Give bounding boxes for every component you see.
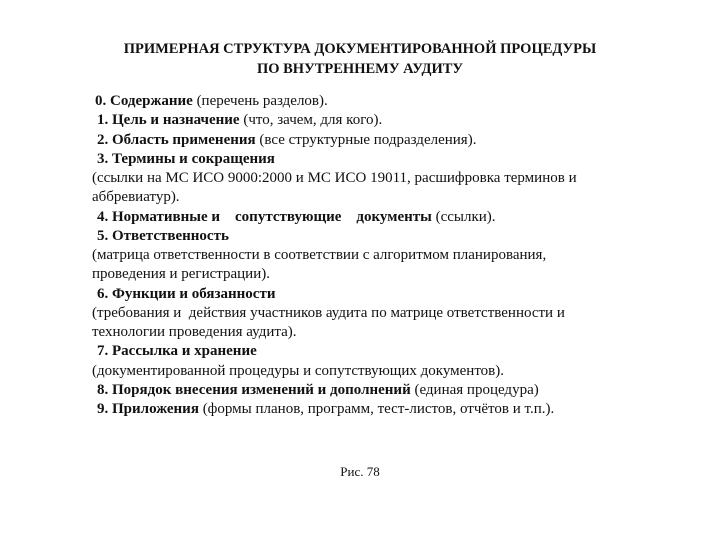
section-description-line: [92, 323, 652, 342]
section-title: 6. Функции и обязанности: [97, 285, 276, 302]
section-title: 0. Содержание: [95, 93, 193, 109]
section-text: (единая процедура): [410, 381, 539, 398]
section-heading-line: [92, 285, 652, 304]
document-title-line-2: ПО ВНУТРЕННЕМУ АУДИТУ: [256, 61, 464, 77]
section-description-line: [92, 304, 652, 323]
section-title: 1. Цель и назначение: [97, 112, 240, 129]
section-text: технологии проведения аудита).: [92, 324, 297, 340]
section-heading-line: [92, 227, 652, 246]
section-title: 5. Ответственность: [97, 227, 229, 244]
section-text: (что, зачем, для кого).: [239, 112, 383, 129]
document-title-line-1: ПРИМЕРНАЯ СТРУКТУРА ДОКУМЕНТИРОВАННОЙ ПРОЦЕДУРЫ: [123, 41, 597, 57]
section-description-line: [92, 188, 652, 207]
section-heading-line: [92, 381, 652, 400]
section-title: 8. Порядок внесения изменений и дополнений: [97, 381, 411, 398]
section-description-line: [92, 169, 652, 188]
figure-caption: Рис. 78: [340, 464, 380, 479]
section-title: 2. Область применения: [97, 131, 256, 148]
section-text: проведения и регистрации).: [92, 266, 270, 283]
section-heading-line: [92, 400, 652, 419]
section-text: (требования и действия участников аудита по матрице ответственности и: [92, 304, 565, 321]
section-text: аббревиатур).: [92, 189, 180, 206]
section-description-line: [92, 265, 652, 284]
section-text: (документированной процедуры и сопутствующих документов).: [92, 362, 505, 379]
section-heading-line: [92, 131, 652, 150]
section-heading-line: [92, 342, 652, 361]
section-text: (все структурные подразделения).: [255, 131, 477, 148]
section-title: 7. Рассылка и хранение: [97, 343, 257, 360]
section-text: (ссылки на МС ИСО 9000:2000 и МС ИСО 19011, расшифровка терминов и: [92, 170, 577, 186]
section-text: (формы планов, программ, тест-листов, отчётов и т.п.).: [198, 401, 555, 417]
section-description-line: [92, 362, 652, 381]
section-text: (матрица ответственности в соответствии с алгоритмом планирования,: [92, 247, 547, 263]
section-heading-line: [92, 92, 652, 111]
section-text: (перечень разделов).: [192, 93, 328, 109]
section-description-line: [92, 246, 652, 265]
section-title: 3. Термины и сокращения: [97, 150, 275, 167]
section-text: (ссылки).: [431, 208, 496, 225]
document-body: [92, 92, 652, 419]
section-heading-line: [92, 111, 652, 130]
section-title: 4. Нормативные и сопутствующие документы: [97, 208, 432, 225]
section-title: 9. Приложения: [97, 401, 199, 417]
section-heading-line: [92, 208, 652, 227]
section-heading-line: [92, 150, 652, 169]
